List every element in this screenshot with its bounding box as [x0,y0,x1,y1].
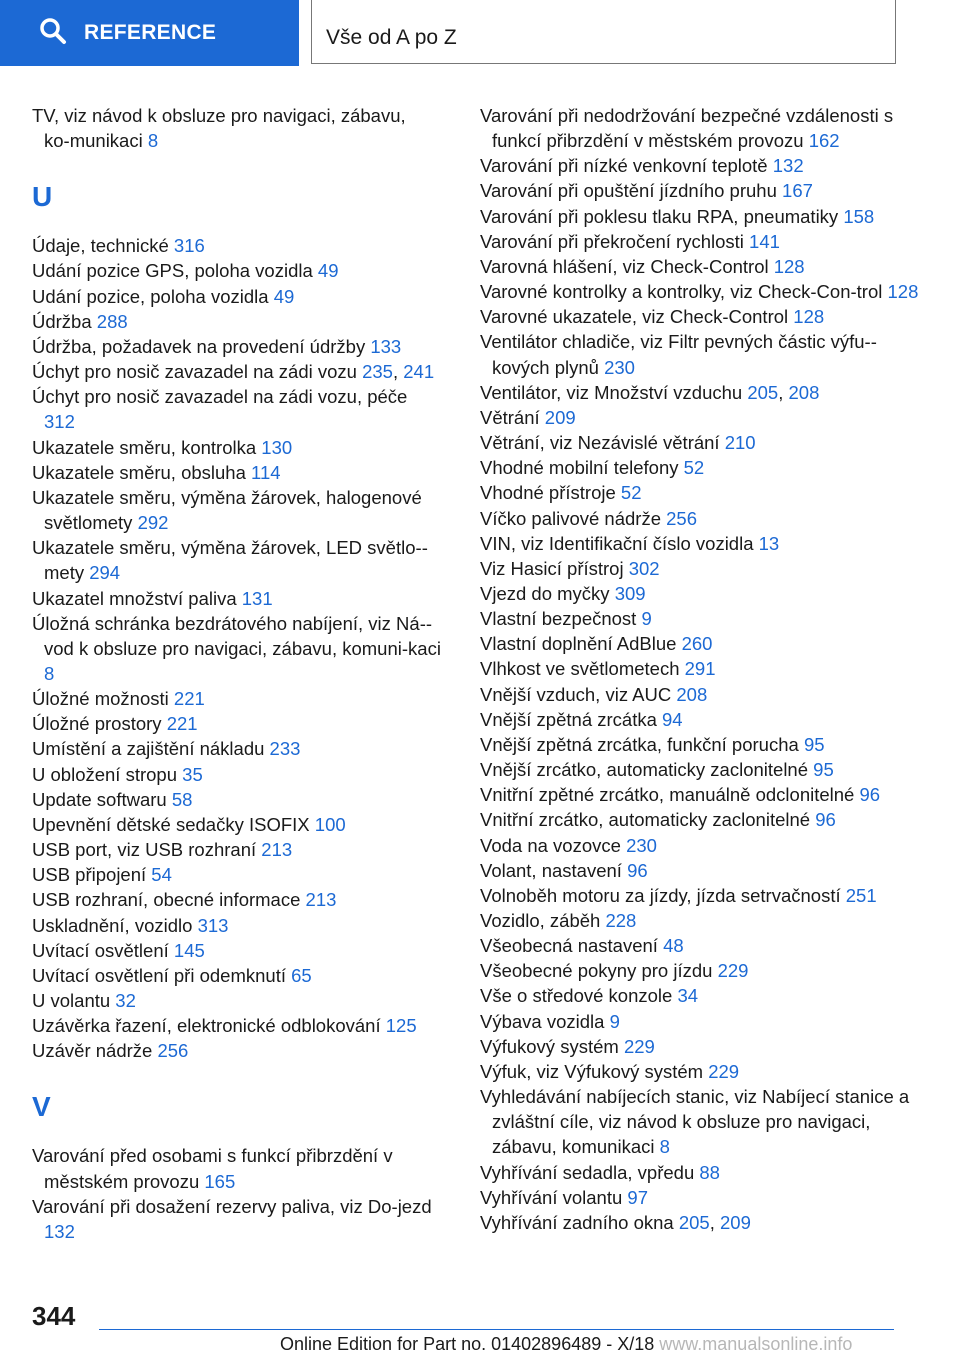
index-entry [480,682,920,707]
page-link[interactable]: 313 [197,914,229,936]
page-link[interactable]: 132 [44,1220,75,1242]
index-entry [480,229,920,254]
entry-text: Všeobecná nastavení [480,935,658,957]
index-entry [480,807,920,832]
page-number: 344 [32,1301,76,1331]
index-entry [32,988,442,1013]
index-entry [480,480,920,505]
index-entry [480,329,920,379]
index-entry [480,1185,920,1210]
page-link[interactable]: 251 [845,884,877,906]
index-entry [480,732,920,757]
watermark-text: www.manualsonline.info [659,1334,853,1354]
page-link[interactable]: 221 [173,688,205,710]
index-entry: Úchyt pro nosič zavazadel na zádi vozu 235, 241 [32,361,435,383]
index-entry [32,309,442,334]
index-entry [32,762,442,787]
page-link[interactable]: 288 [96,310,128,332]
index-entry [480,455,920,480]
search-icon [38,16,84,51]
page-link[interactable]: 97 [627,1186,648,1208]
page-link[interactable]: 128 [773,255,805,277]
page-link[interactable]: 228 [605,910,637,931]
page-link[interactable]: 65 [291,964,312,986]
index-letter: U [32,181,53,213]
entry-text: Všeobecné pokyny pro jízdu [480,960,713,982]
index-entry [32,435,442,460]
entry-text: U volantu [32,990,111,1011]
page-link[interactable]: 131 [241,587,273,609]
index-entry [480,707,920,732]
page-link[interactable]: 130 [261,436,293,458]
page-link[interactable]: 221 [166,713,198,735]
page-link[interactable]: 145 [173,939,205,961]
entry-text: Výfuk, viz Výfukový systém [480,1060,704,1082]
page-link[interactable]: 229 [623,1035,655,1057]
entry-text: Udání pozice GPS, poloha vozidla [32,260,313,282]
page-link[interactable]: 8 [44,662,55,684]
entry-text: Uvítací osvětlení [32,939,169,961]
page-link[interactable]: 95 [803,733,825,755]
entry-text: Volant, nastavení [480,859,622,881]
page-link[interactable]: 158 [843,205,875,227]
page-link[interactable]: 88 [699,1161,720,1183]
footer-edition [280,1334,960,1355]
page-link[interactable]: 205 [678,1211,710,1233]
page-link[interactable]: 235 [362,361,393,383]
index-entry [480,1160,920,1185]
entry-text: Varování při dosažení rezervy paliva, viz Do-jezd [32,1195,432,1217]
entry-text: Ukazatele směru, výměna žárovek, halogenové světlomety [32,486,422,534]
index-entry [480,1009,920,1034]
page-link[interactable]: 230 [604,356,635,378]
page-link[interactable]: 13 [758,532,780,554]
entry-text: Vlastní bezpečnost [480,608,637,630]
index-entry [32,862,442,887]
index-entry [480,1034,920,1059]
page-link[interactable]: 133 [370,335,402,357]
page-link[interactable]: 302 [628,557,660,579]
entry-text: Uvítací osvětlení při odemknutí [32,964,286,986]
page-link[interactable]: 294 [89,562,121,584]
entry-text: Varování při nedodržování bezpečné vzdálenosti s funkcí přibrzdění v městském provozu [480,105,894,152]
page-link[interactable]: 316 [173,235,205,257]
entry-text: Varování při opuštění jízdního pruhu [480,180,777,202]
entry-text: Údaje, technické [32,235,169,257]
entry-text: VIN, viz Identifikační číslo vozidla [480,532,754,554]
page-link[interactable]: 230 [626,834,657,856]
index-entry [32,1013,442,1038]
index-entry [480,153,920,178]
index-entry [480,1059,920,1084]
page-link[interactable]: 96 [859,784,881,806]
page-link[interactable]: 209 [544,406,576,428]
page-link[interactable]: 95 [813,759,834,781]
entry-text: Vnější zpětná zrcátka [480,708,657,730]
page-link[interactable]: 100 [314,813,346,835]
page-link[interactable]: 213 [305,889,337,911]
entry-text: Vyhřívání sedadla, vpředu [480,1161,695,1183]
index-entry [32,1038,442,1063]
entry-text: Vnější zpětná zrcátka, funkční porucha [480,733,799,755]
index-entry: Vyhřívání zadního okna 205, 209 [480,1211,751,1233]
entry-text: Větrání, viz Nezávislé větrání [480,432,720,454]
entry-text: Uzávěr nádrže [32,1040,153,1062]
entry-text: Úchyt pro nosič zavazadel na zádi vozu, péče [32,386,408,408]
entry-text: Vlastní doplnění AdBlue [480,633,677,655]
index-entry [32,586,442,611]
index-column-right [480,103,920,1235]
page-link[interactable]: 94 [662,708,683,730]
page-link[interactable]: 208 [676,683,708,705]
entry-text: Vnější zrcátko, automaticky zaclonitelné [480,759,809,781]
page-link[interactable]: 256 [666,507,698,529]
page-link[interactable]: 233 [269,738,301,760]
index-entry [32,258,442,283]
index-entry [480,883,920,908]
page-link[interactable]: 35 [182,763,203,785]
index-entry [32,736,442,761]
index-entry [32,913,442,938]
index-entry [480,254,920,279]
entry-text: Úchyt pro nosič zavazadel na zádi vozu [32,361,357,383]
entry-text: Vhodné mobilní telefony [480,457,679,479]
index-entry [480,556,920,581]
page-link[interactable]: 125 [385,1015,417,1037]
index-entry [32,686,442,711]
entry-text: Vjezd do myčky [480,582,610,604]
page-link[interactable]: 49 [273,285,295,307]
index-entry [32,334,442,359]
index-entry [32,233,442,258]
footer-rule [99,1329,894,1330]
entry-text: Varovné ukazatele, viz Check-Control [480,306,789,328]
page-link[interactable]: 58 [171,788,193,810]
page-link[interactable]: 205 [747,381,779,403]
entry-text: Úložné možnosti [32,688,169,710]
index-entry [480,908,920,933]
entry-text: Vnitřní zpětné zrcátko, manuálně odclonitelné [480,784,855,806]
entry-text: Ukazatele směru, obsluha [32,461,246,483]
entry-text: Údržba, požadavek na provedení údržby [32,335,366,357]
index-entry [480,782,920,807]
index-entry [480,103,920,153]
entry-text: USB rozhraní, obecné informace [32,889,301,911]
entry-text: Vyhřívání volantu [480,1186,623,1208]
page-link[interactable]: 241 [403,361,435,383]
page-link[interactable]: 48 [663,935,684,957]
entry-text: Výfukový systém [480,1035,619,1057]
page-link[interactable]: 208 [788,381,820,403]
page-link[interactable]: 210 [724,432,756,454]
page-link[interactable]: 213 [261,839,293,861]
index-entry [480,933,920,958]
entry-text: Vozidlo, záběh [480,910,601,931]
entry-text: Varovná hlášení, viz Check-Control [480,255,769,277]
page-link[interactable]: 132 [772,155,804,177]
page-link[interactable]: 32 [115,990,136,1011]
entry-text: Voda na vozovce [480,834,621,856]
index-entry [32,103,442,153]
index-entry [32,963,442,988]
index-entry [32,938,442,963]
index-entry [480,430,920,455]
page-link[interactable]: 256 [157,1040,189,1062]
entry-text: Ventilátor chladiče, viz Filtr pevných částic výfu-kových plynů [480,331,877,378]
entry-text: USB připojení [32,864,147,886]
index-entry [32,837,442,862]
page-link[interactable]: 128 [793,306,825,328]
page-link[interactable]: 229 [708,1060,740,1082]
entry-text: U obložení stropu [32,763,178,785]
entry-text: Ventilátor, viz Množství vzduchu [480,381,743,403]
entry-text: Víčko palivové nádrže [480,507,661,529]
entry-text: Vnitřní zrcátko, automaticky zaclonitelné [480,809,811,831]
page-link[interactable]: 292 [137,512,169,534]
page-link[interactable]: 96 [815,809,836,831]
page-header [0,0,960,66]
index-entry [32,284,442,309]
entry-text: TV, viz návod k obsluze pro navigaci, zábavu, ko-munikaci [32,105,406,152]
entry-text: Úložná schránka bezdrátového nabíjení, viz Ná-vod k obsluze pro navigaci, zábavu, komuni-kaci [32,612,441,659]
entry-text: Varování při překročení rychlosti [480,230,744,252]
page-link[interactable]: 260 [681,633,713,655]
page-link[interactable]: 291 [684,658,716,680]
page-link[interactable]: 9 [641,608,652,630]
entry-text: Ukazatel množství paliva [32,587,237,609]
index-entry [32,711,442,736]
page-link[interactable]: 34 [677,985,699,1007]
entry-text: Ukazatele směru, kontrolka [32,436,257,458]
entry-text: Výbava vozidla [480,1010,605,1032]
index-entry [480,606,920,631]
page-link[interactable]: 229 [717,960,749,982]
page-link[interactable]: 114 [251,461,281,483]
entry-text: USB port, viz USB rozhraní [32,839,257,861]
index-entry [32,887,442,912]
index-entry [480,581,920,606]
index-entry [32,812,442,837]
page-link[interactable]: 167 [782,180,813,202]
index-entry [32,485,442,535]
index-entry [480,983,920,1008]
section-title: Vše od A po Z [311,0,896,64]
page-link[interactable]: 96 [627,859,648,881]
page-link[interactable]: 209 [720,1211,751,1233]
index-entry [480,204,920,229]
index-entry [32,1194,442,1244]
index-entry [32,787,442,812]
page-link[interactable]: 141 [749,230,780,252]
index-entry [480,833,920,858]
entry-text: Vlhkost ve světlometech [480,658,680,680]
entry-text: Vhodné přístroje [480,482,616,504]
index-entry [480,506,920,531]
page-link[interactable]: 52 [683,457,705,479]
entry-text: Vyhřívání zadního okna [480,1211,674,1233]
page-link[interactable]: 128 [887,281,919,303]
page-link[interactable]: 312 [44,411,75,433]
index-entry [480,858,920,883]
index-entry [480,1084,920,1159]
entry-text: Update softwaru [32,788,167,810]
page-link[interactable]: 9 [609,1010,620,1032]
page-link[interactable]: 52 [620,482,642,504]
entry-text: Volnoběh motoru za jízdy, jízda setrvačností [480,884,841,906]
index-entry [480,958,920,983]
edition-text: Online Edition for Part no. 01402896489 - X/18 [280,1334,655,1354]
page-link[interactable]: 54 [151,864,172,886]
entry-text: Ukazatele směru, výměna žárovek, LED světlo-mety [32,537,428,584]
page-link[interactable]: 8 [659,1136,670,1158]
page-link[interactable]: 309 [614,582,646,604]
index-entry [480,178,920,203]
entry-text: Vnější vzduch, viz AUC [480,683,672,705]
index-entry [480,279,920,304]
entry-text: Varování při poklesu tlaku RPA, pneumatiky [480,205,839,227]
index-entry [32,535,442,585]
entry-text: Úložné prostory [32,713,162,735]
index-entry [32,611,442,686]
index-entry [480,531,920,556]
entry-text: Údržba [32,310,92,332]
entry-text: Varování při nízké venkovní teplotě [480,155,768,177]
entry-text: Vyhledávání nabíjecích stanic, viz Nabíjecí stanice a zvláštní cíle, viz návod k obsluze pro navigaci, zábavu, komunikaci [480,1086,910,1158]
entry-text: Větrání [480,406,540,428]
index-entry [480,304,920,329]
index-entry [480,656,920,681]
entry-text: Udání pozice, poloha vozidla [32,285,269,307]
entry-text: Upevnění dětské sedačky ISOFIX [32,813,310,835]
page-link[interactable]: 49 [317,260,339,282]
page-link[interactable]: 165 [204,1170,236,1192]
index-entry [32,460,442,485]
entry-text: Varovné kontrolky a kontrolky, viz Check-Con-trol [480,281,883,303]
entry-text: Vše o středové konzole [480,985,673,1007]
index-entry [32,1143,442,1193]
reference-tab[interactable] [0,0,299,66]
index-entry [32,384,442,434]
page-link[interactable]: 162 [808,130,840,152]
index-entry: Ventilátor, viz Množství vzduchu 205, 208 [480,381,820,403]
entry-text: Uskladnění, vozidlo [32,914,193,936]
entry-text: Varování před osobami s funkcí přibrzdění v městském provozu [32,1145,393,1192]
entry-text: Umístění a zajištění nákladu [32,738,265,760]
index-column-left [32,103,442,1244]
index-entry [480,405,920,430]
page-link[interactable]: 8 [147,130,159,152]
index-letter: V [32,1091,51,1123]
entry-text: Uzávěrka řazení, elektronické odblokování [32,1015,381,1037]
index-entry [480,631,920,656]
index-entry [480,757,920,782]
reference-label: REFERENCE [84,21,217,44]
entry-text: Viz Hasicí přístroj [480,557,624,579]
